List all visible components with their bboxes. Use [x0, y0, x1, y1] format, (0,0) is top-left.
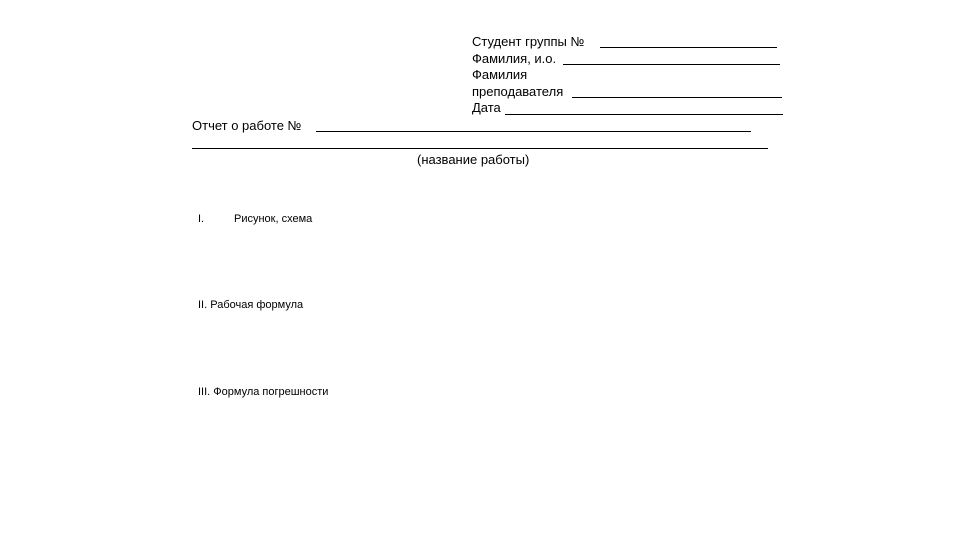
report-number-label: Отчет о работе №: [192, 118, 302, 133]
student-name-blank: [563, 64, 780, 65]
teacher-label-line2: преподавателя: [472, 84, 564, 99]
student-name-label: Фамилия, и.о.: [472, 51, 557, 66]
student-group-blank: [600, 47, 777, 48]
section-1-numeral: I.: [198, 213, 205, 225]
date-label: Дата: [472, 100, 501, 115]
teacher-label-line1: Фамилия: [472, 67, 528, 82]
teacher-name-blank: [572, 97, 782, 98]
student-group-label: Студент группы №: [472, 34, 585, 49]
date-blank: [505, 114, 783, 115]
section-1-label: Рисунок, схема: [234, 213, 313, 225]
section-working-formula: II. Рабочая формула: [198, 299, 304, 311]
report-number-blank: [316, 131, 751, 132]
section-error-formula: III. Формула погрешности: [198, 386, 329, 398]
report-title-blank: [192, 148, 768, 149]
report-title-caption: (название работы): [417, 152, 530, 167]
